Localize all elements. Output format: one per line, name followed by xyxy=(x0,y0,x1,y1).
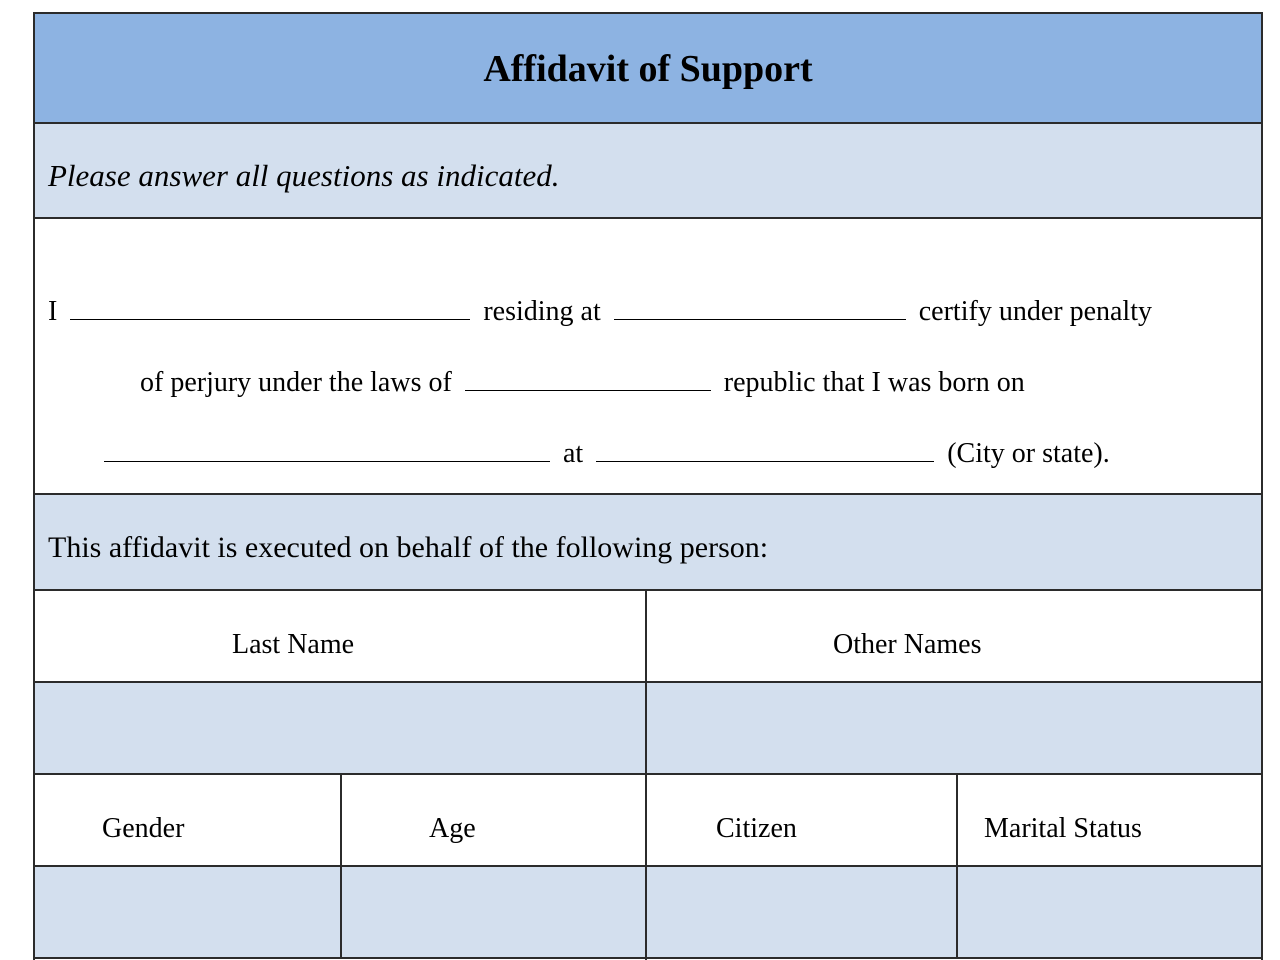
affidavit-form xyxy=(33,12,1263,960)
age-header: Age xyxy=(429,813,476,844)
table-divider xyxy=(35,681,1261,683)
table-header-cell xyxy=(35,775,340,865)
gender-header: Gender xyxy=(102,813,185,844)
statement-text: of perjury under the laws of xyxy=(140,367,452,398)
country-blank[interactable] xyxy=(465,364,711,391)
gender-input-cell[interactable] xyxy=(35,867,340,957)
marital-status-input-cell[interactable] xyxy=(958,867,1261,957)
table-divider xyxy=(35,865,1261,867)
statement-text: I xyxy=(48,296,58,327)
table-header-cell xyxy=(35,591,645,681)
table-header-cell xyxy=(647,775,956,865)
person-table xyxy=(35,591,1261,960)
statement-text: certify under penalty xyxy=(918,296,1152,327)
statement-text: republic that I was born on xyxy=(723,367,1025,398)
table-divider xyxy=(35,957,1261,959)
table-header-cell xyxy=(647,591,1261,681)
table-divider xyxy=(956,775,958,957)
citizen-input-cell[interactable] xyxy=(647,867,956,957)
form-title: Affidavit of Support xyxy=(483,48,813,90)
title-bar xyxy=(35,14,1261,124)
table-divider xyxy=(35,773,1261,775)
statement-text: residing at xyxy=(483,296,601,327)
table-header-cell xyxy=(958,775,1261,865)
birth-date-blank[interactable] xyxy=(104,435,550,462)
table-header-cell xyxy=(342,775,645,865)
instructions-bar xyxy=(35,124,1261,219)
age-input-cell[interactable] xyxy=(342,867,645,957)
last-name-input-cell[interactable] xyxy=(35,683,645,773)
marital-status-header: Marital Status xyxy=(984,813,1142,844)
table-divider xyxy=(340,775,342,957)
citizen-header: Citizen xyxy=(716,813,797,844)
instructions-text: Please answer all questions as indicated. xyxy=(48,158,560,193)
behalf-bar xyxy=(35,495,1261,591)
statement-line-3 xyxy=(104,435,1110,468)
behalf-text: This affidavit is executed on behalf of the following person: xyxy=(48,531,769,564)
other-names-header: Other Names xyxy=(833,629,982,660)
other-names-input-cell[interactable] xyxy=(647,683,1261,773)
last-name-header: Last Name xyxy=(232,629,355,660)
statement-line-1 xyxy=(48,293,1152,326)
name-blank[interactable] xyxy=(70,293,470,320)
birth-place-blank[interactable] xyxy=(596,435,934,462)
table-divider xyxy=(645,591,647,960)
statement-line-2 xyxy=(140,364,1025,397)
residence-blank[interactable] xyxy=(614,293,906,320)
statement-section xyxy=(35,219,1261,495)
statement-text: (City or state). xyxy=(947,438,1110,469)
statement-text: at xyxy=(563,438,584,469)
